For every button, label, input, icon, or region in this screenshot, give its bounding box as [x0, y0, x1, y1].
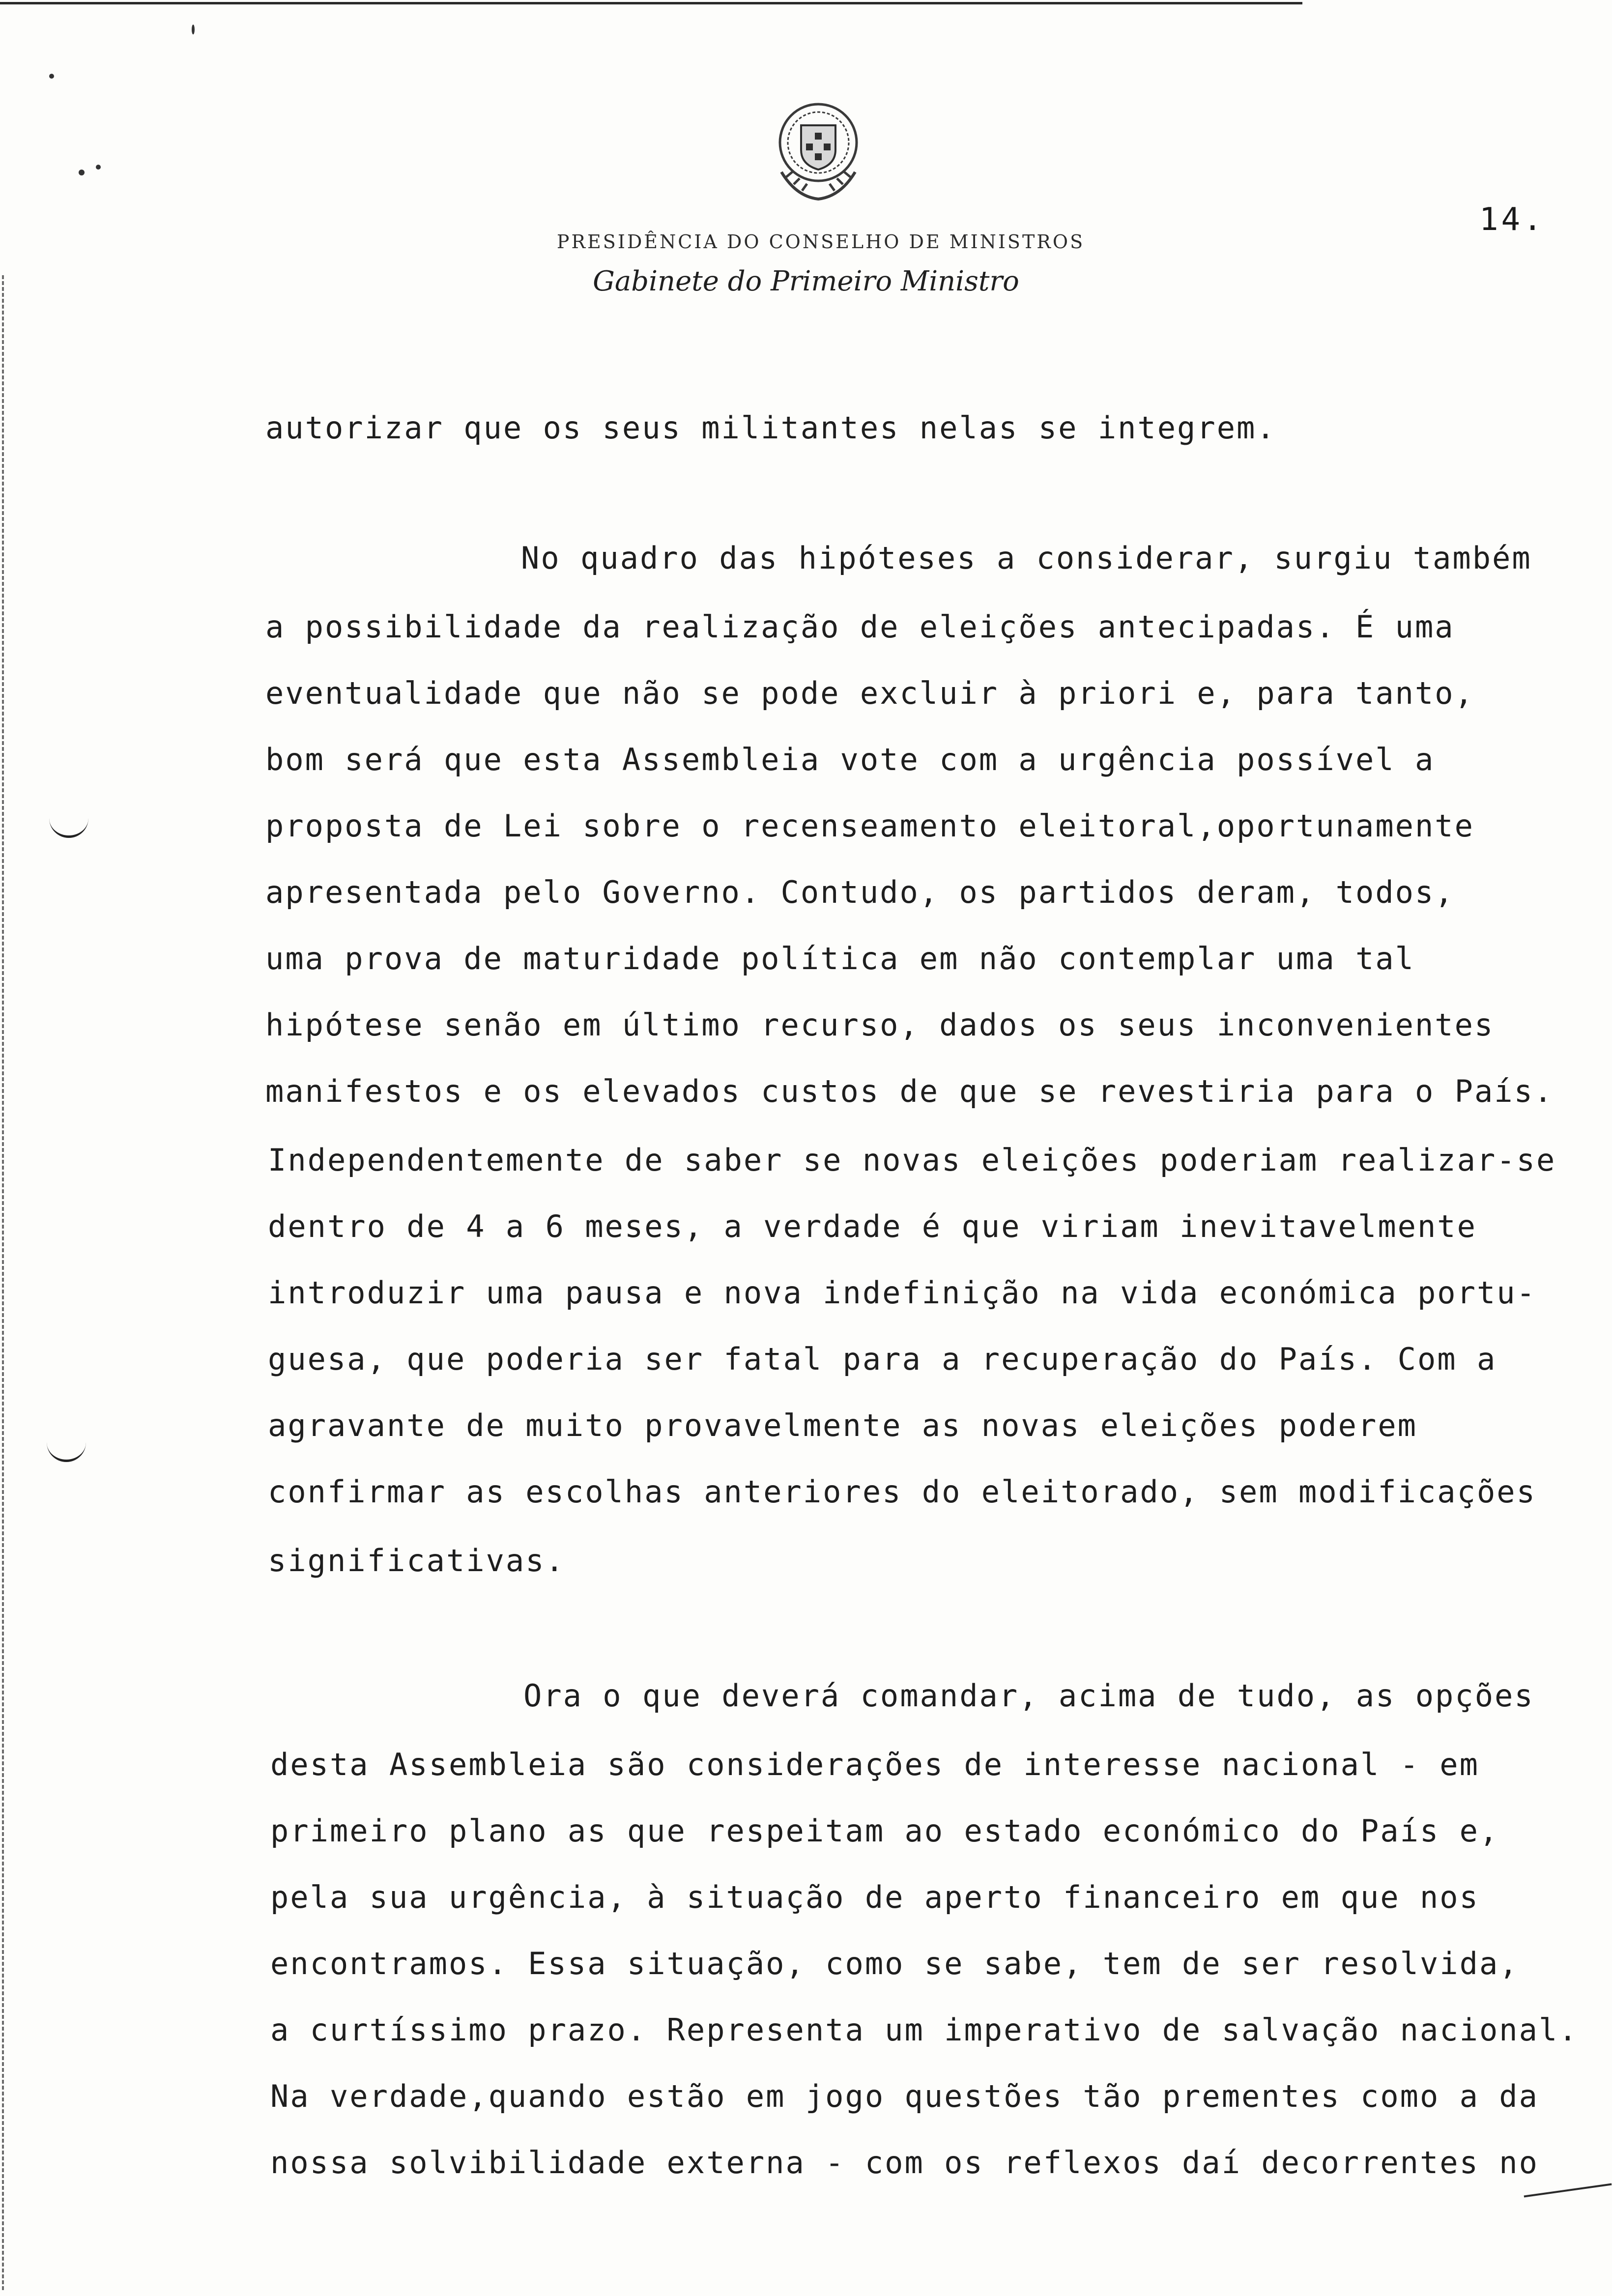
- organization-name: PRESIDÊNCIA DO CONSELHO DE MINISTROS: [556, 231, 1085, 253]
- body-line: hipótese senão em último recurso, dados os seus inconvenientes: [265, 1007, 1495, 1043]
- body-line: bom será que esta Assembleia vote com a urgência possível a: [265, 742, 1435, 777]
- body-line: nossa solvibilidade externa - com os reflexos daí decorrentes no: [270, 2145, 1539, 2181]
- body-line: guesa, que poderia ser fatal para a recuperação do País. Com a: [268, 1341, 1497, 1377]
- body-line: Na verdade,quando estão em jogo questões tão prementes como a da: [270, 2078, 1539, 2114]
- body-line: autorizar que os seus militantes nelas se integrem.: [265, 410, 1276, 446]
- body-line: a curtíssimo prazo. Representa um imperativo de salvação nacional.: [270, 2012, 1579, 2048]
- body-line: eventualidade que não se pode excluir à priori e, para tanto,: [265, 675, 1474, 711]
- top-edge-rule: [0, 2, 1302, 4]
- body-line: confirmar as escolhas anteriores do eleitorado, sem modificações: [268, 1474, 1536, 1510]
- body-line: significativas.: [268, 1543, 565, 1578]
- left-margin-perforation: [2, 275, 4, 2290]
- body-line: encontramos. Essa situação, como se sabe, tem de ser resolvida,: [270, 1946, 1519, 1981]
- body-line: introduzir uma pausa e nova indefinição na vida económica portu-: [268, 1275, 1536, 1311]
- body-line: desta Assembleia são considerações de interesse nacional - em: [270, 1747, 1479, 1782]
- body-line: No quadro das hipóteses a considerar, surgiu também: [521, 540, 1532, 576]
- body-line: apresentada pelo Governo. Contudo, os partidos deram, todos,: [265, 874, 1455, 910]
- scan-speck: [79, 170, 85, 175]
- handwritten-underline: [1524, 2183, 1612, 2197]
- page-number: 14.: [1479, 201, 1545, 238]
- body-line: uma prova de maturidade política em não contemplar uma tal: [265, 941, 1415, 976]
- scan-speck: [49, 74, 54, 79]
- margin-curve-mark: [47, 1440, 86, 1462]
- body-line: dentro de 4 a 6 meses, a verdade é que viriam inevitavelmente: [268, 1208, 1477, 1244]
- body-line: pela sua urgência, à situação de aperto financeiro em que nos: [270, 1879, 1479, 1915]
- body-line: primeiro plano as que respeitam ao estado económico do País e,: [270, 1813, 1499, 1849]
- portuguese-coat-of-arms-icon: [767, 98, 870, 206]
- margin-curve-mark: [49, 816, 88, 838]
- body-line: agravante de muito provavelmente as novas eleições poderem: [268, 1407, 1417, 1443]
- body-line: proposta de Lei sobre o recenseamento eleitoral,oportunamente: [265, 808, 1474, 844]
- body-line: manifestos e os elevados custos de que se revestiria para o País.: [265, 1073, 1554, 1109]
- body-line: Ora o que deverá comandar, acima de tudo, as opções: [523, 1678, 1534, 1714]
- body-line: a possibilidade da realização de eleições antecipadas. É uma: [265, 609, 1455, 645]
- office-name: Gabinete do Primeiro Ministro: [593, 265, 1019, 297]
- scan-speck: [192, 25, 195, 34]
- body-line: Independentemente de saber se novas eleições poderiam realizar-se: [268, 1142, 1556, 1178]
- scan-speck: [96, 165, 101, 170]
